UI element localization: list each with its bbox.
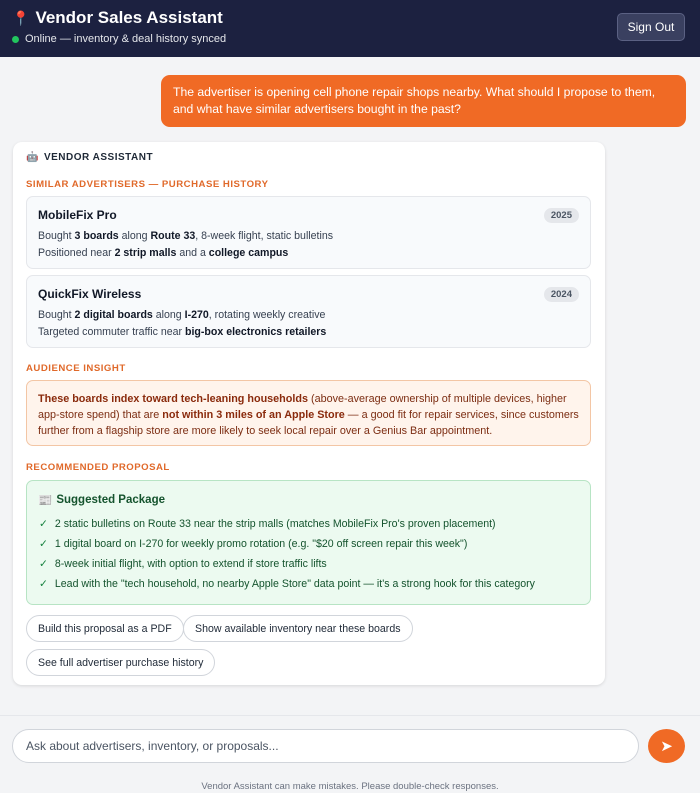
disclaimer-text: Vendor Assistant can make mistakes. Please double-check responses. (201, 781, 499, 792)
year-badge: 2025 (544, 208, 579, 223)
advertiser-name: QuickFix Wireless (38, 287, 142, 301)
assistant-label (26, 152, 153, 163)
package-title (38, 493, 165, 507)
check-icon: ✓ (39, 518, 48, 530)
sign-out-button[interactable]: Sign Out (617, 13, 685, 41)
send-icon[interactable]: ➤ (648, 729, 685, 763)
user-message-bubble: The advertiser is opening cell phone repair shops nearby. What should I propose to them, and what have similar advertisers bought in the past? (161, 75, 686, 127)
suggested-package-box (26, 480, 591, 605)
advertiser-purchase-line: Bought 2 digital boards along I-270, rotating weekly creative (38, 309, 326, 321)
advertiser-card (26, 196, 591, 269)
advertiser-placement-line: Targeted commuter traffic near big-box electronics retailers (38, 326, 327, 338)
package-title-text: Suggested Package (56, 494, 165, 506)
advertiser-placement-line: Positioned near 2 strip malls and a college campus (38, 247, 289, 259)
app-title-text: Vendor Sales Assistant (35, 8, 223, 27)
app-title (12, 8, 223, 28)
composer-divider (0, 715, 700, 716)
build-pdf-button[interactable]: Build this proposal as a PDF (26, 615, 184, 642)
similar-advertisers-heading: SIMILAR ADVERTISERS — PURCHASE HISTORY (26, 179, 269, 190)
connection-status (12, 33, 226, 45)
advertiser-purchase-line: Bought 3 boards along Route 33, 8-week flight, static bulletins (38, 230, 334, 242)
check-icon: ✓ (39, 558, 48, 570)
newspaper-icon: 📰 (38, 495, 53, 507)
check-icon: ✓ (39, 578, 48, 590)
audience-insight-heading: AUDIENCE INSIGHT (26, 363, 126, 374)
purchase-history-button[interactable]: See full advertiser purchase history (26, 649, 215, 676)
status-text: Online — inventory & deal history synced (25, 33, 227, 45)
assistant-message-card (13, 142, 605, 685)
app-header (0, 0, 700, 57)
check-icon: ✓ (39, 538, 48, 550)
package-item: ✓ 1 digital board on I-270 for weekly promo rotation (e.g. "$20 off screen repair this week") (39, 538, 468, 550)
package-item: ✓ 8-week initial flight, with option to extend if store traffic lifts (39, 558, 327, 570)
show-inventory-button[interactable]: Show available inventory near these boards (183, 615, 413, 642)
package-item: ✓ 2 static bulletins on Route 33 near the strip malls (matches MobileFix Pro's proven placement) (39, 518, 496, 530)
map-pin-icon: 📍 (12, 9, 30, 26)
assistant-label-text: VENDOR ASSISTANT (43, 152, 154, 163)
year-badge: 2024 (544, 287, 579, 302)
audience-insight-box: These boards index toward tech-leaning households (above-average ownership of multiple devices, higher app-store spend) that are not within 3 miles of an Apple Store — a good fit for repair services, since customers further from a flagship store are more likely to seek local repair over a Genius Bar appointment. (26, 380, 591, 446)
package-item: ✓ Lead with the "tech household, no nearby Apple Store" data point — it's a strong hook for this category (39, 578, 535, 590)
online-dot-icon (12, 36, 19, 43)
recommended-proposal-heading: RECOMMENDED PROPOSAL (26, 462, 170, 473)
robot-icon: 🤖 (26, 152, 39, 163)
advertiser-name: MobileFix Pro (38, 208, 117, 222)
chat-input[interactable] (12, 729, 639, 763)
advertiser-card (26, 275, 591, 348)
